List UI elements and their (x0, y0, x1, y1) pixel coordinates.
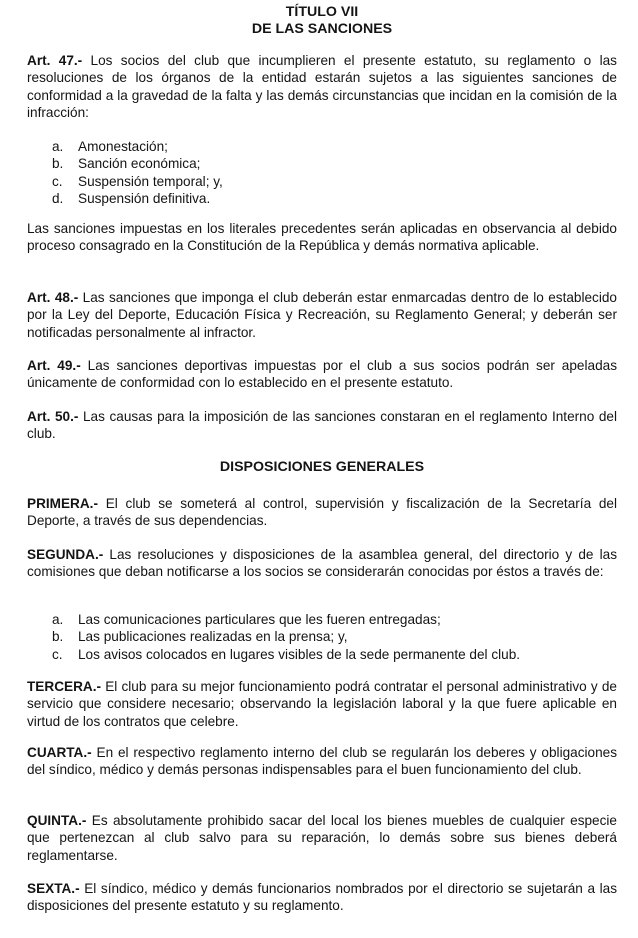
list-item-letter: c. (52, 173, 63, 189)
disposition-quinta (27, 812, 617, 864)
list-item (52, 611, 612, 628)
tercera-text: El club para su mejor funcionamiento podrá contratar el personal administrativo y de servicio que considere necesario; observando la legislación laboral y la que fuere aplicable en virtud de los contratos que celebre. (27, 679, 617, 729)
title-line-2: DE LAS SANCIONES (251, 21, 393, 37)
article-50 (27, 408, 617, 443)
list-item (52, 138, 612, 155)
article-47-label: Art. 47.- (27, 53, 83, 68)
article-47-closing: Las sanciones impuestas en los literales precedentes serán aplicadas en observancia al debido proceso consagrado en la Constitución de la República y demás normativa aplicable. (27, 221, 617, 254)
segunda-label: SEGUNDA.- (27, 547, 104, 562)
list-item (52, 190, 612, 207)
list-item-text: Las publicaciones realizadas en la prensa; y, (78, 629, 348, 645)
tercera-label: TERCERA.- (27, 679, 102, 694)
article-50-text: Las causas para la imposición de las sanciones constaran en el reglamento Interno del club. (27, 409, 617, 442)
article-49-text: Las sanciones deportivas impuestas por el club a sus socios podrán ser apeladas únicamente de conformidad con lo establecido en el presente estatuto. (27, 358, 617, 391)
list-item (52, 628, 612, 645)
list-item-text: Suspensión temporal; y, (78, 173, 223, 189)
title-line-1: TÍTULO VII (285, 4, 359, 20)
list-item-letter: b. (52, 156, 64, 172)
dispositions-heading: DISPOSICIONES GENERALES (219, 459, 425, 475)
article-47-text: Los socios del club que incumplieren el presente estatuto, su reglamento o las resoluciones de los órganos de la entidad estarán sujetos a las siguientes sanciones de conformidad a la gravedad de la falta y las demás circunstancias que incidan en la comisión de la infracción: (27, 53, 617, 120)
article-49-label: Art. 49.- (27, 358, 81, 373)
list-item-letter: a. (52, 612, 64, 627)
quinta-text: Es absolutamente prohibido sacar del local los bienes muebles de cualquier especie que pertenezcan al club salvo para su reparación, lo demás sobre sus bienes deberá reglamentarse. (27, 813, 617, 863)
cuarta-text: En el respectivo reglamento interno del club se regularán los deberes y obligaciones del síndico, médico y demás personas indispensables para el buen funcionamiento del club. (27, 745, 617, 778)
sexta-label: SEXTA.- (27, 881, 80, 896)
article-48-text: Las sanciones que imponga el club deberán estar enmarcadas dentro de lo establecido por la Ley del Deporte, Educación Física y Recreación, su Reglamento General; y deberán ser notificadas personalmente al infractor. (27, 290, 617, 340)
segunda-text: Las resoluciones y disposiciones de la asamblea general, del directorio y de las comisiones que deban notificarse a los socios se considerarán conocidas por éstos a través de: (27, 547, 617, 580)
list-item-letter: d. (52, 190, 64, 206)
article-48 (27, 289, 617, 341)
list-item (52, 155, 612, 172)
disposition-sexta (27, 880, 617, 915)
list-item-text: Amonestación; (78, 139, 168, 154)
cuarta-label: CUARTA.- (27, 745, 92, 760)
quinta-label: QUINTA.- (27, 813, 87, 828)
list-item-letter: b. (52, 629, 64, 645)
disposition-cuarta (27, 744, 617, 779)
disposition-segunda (27, 546, 617, 581)
list-item-letter: a. (52, 139, 64, 154)
primera-label: PRIMERA.- (27, 496, 98, 511)
article-47 (27, 52, 617, 121)
disposition-primera (27, 495, 617, 530)
disposition-tercera (27, 678, 617, 730)
sexta-text: El síndico, médico y demás funcionarios nombrados por el directorio se sujetarán a las disposiciones del presente estatuto y su reglamento. (27, 881, 617, 914)
document-page (27, 4, 617, 914)
article-47-sanctions-list (52, 138, 612, 207)
article-50-label: Art. 50.- (27, 409, 79, 424)
segunda-means-list (52, 611, 612, 663)
list-item-text: Los avisos colocados en lugares visibles de la sede permanente del club. (78, 646, 521, 662)
list-item-text: Suspensión definitiva. (78, 190, 211, 206)
article-49 (27, 357, 617, 392)
list-item-text: Las comunicaciones particulares que les fueren entregadas; (78, 612, 441, 627)
list-item-letter: c. (52, 646, 63, 662)
article-48-label: Art. 48.- (27, 290, 79, 305)
list-item (52, 173, 612, 190)
list-item-text: Sanción económica; (78, 156, 201, 172)
primera-text: El club se someterá al control, supervisión y fiscalización de la Secretaría del Deporte, a través de sus dependencias. (27, 496, 617, 529)
list-item (52, 646, 612, 663)
